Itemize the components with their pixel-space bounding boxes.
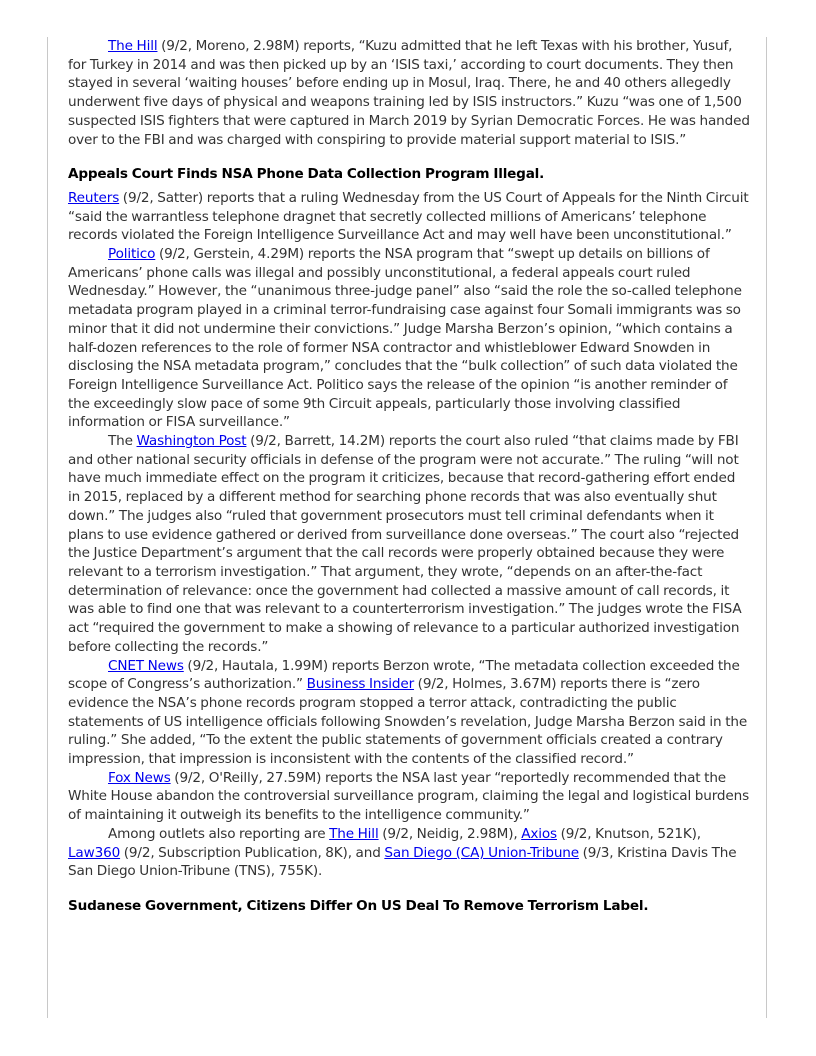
source-link-washington-post[interactable]: Washington Post xyxy=(136,433,247,450)
paragraph-the-hill-kuzu xyxy=(68,37,750,149)
paragraph-text: (9/2, Moreno, 2.98M) reports, “Kuzu admitted that he left Texas with his brother, Yusuf, for Turkey in 2014 and was then picked up by an ‘ISIS taxi,’ according to court documents. They then stayed in several ‘waiting houses’ before ending up in Mosul, Iraq. There, he and 40 others allegedly underwent five days of physical and weapons training led by ISIS instructors.” Kuzu “was one of 1,500 suspected ISIS fighters that were captured in March 2019 by Syrian Democratic Forces. He was handed over to the FBI and was charged with conspiring to provide material support material to ISIS.” xyxy=(68,38,750,148)
source-link-axios[interactable]: Axios xyxy=(521,825,557,842)
paragraph-other-outlets xyxy=(68,825,750,881)
paragraph-politico xyxy=(68,245,750,432)
paragraph-text: (9/2, Subscription Publication, 8K), and xyxy=(120,844,385,861)
paragraph-text: (9/2, Knutson, 521K), xyxy=(556,825,701,842)
document-page xyxy=(47,37,767,1018)
source-link-the-hill[interactable]: The Hill xyxy=(108,38,158,54)
paragraph-text: (9/2, Hautala, 1.99M) reports Berzon wrote, “The metadata collection exceeded the scope of Congress’s authorization.” xyxy=(68,657,740,693)
paragraph-text: (9/2, O'Reilly, 27.59M) reports the NSA last year “reportedly recommended that the White House abandon the controversial surveillance program, claiming the legal and logistical burdens of maintaining it outweigh its benefits to the intelligence community.” xyxy=(68,769,749,824)
paragraph-text: (9/2, Gerstein, 4.29M) reports the NSA program that “swept up details on billions of Americans’ phone calls was illegal and possibly unconstitutional, a federal appeals court ruled Wednesday.” However, the “unanimous three-judge panel” also “said the role the so-called telephone metadata program played in a criminal terror-fundraising case against four Somali immigrants was so minor that it did not undermine their convictions.” Judge Marsha Berzon’s opinion, “which contains a half-dozen references to the role of former NSA contractor and whistleblower Edward Snowden in disclosing the NSA metadata program,” concludes that the “bulk collection” of such data violated the Foreign Intelligence Surveillance Act. Politico says the release of the opinion “is another reminder of the exceedingly slow pace of some 9th Circuit appeals, particularly those involving classified information or FISA surveillance.” xyxy=(68,246,742,431)
headline-appeals-court: Appeals Court Finds NSA Phone Data Collection Program Illegal. xyxy=(68,166,545,183)
paragraph-text: The xyxy=(108,433,137,450)
source-link-san-diego-union-tribune[interactable]: San Diego (CA) Union-Tribune xyxy=(384,844,579,861)
source-link-politico[interactable]: Politico xyxy=(108,246,156,263)
paragraph-text: Among outlets also reporting are xyxy=(108,825,330,842)
paragraph-text: (9/2, Neidig, 2.98M), xyxy=(378,825,522,842)
document-content xyxy=(68,37,750,921)
source-link-reuters[interactable]: Reuters xyxy=(68,189,120,206)
paragraph-washington-post xyxy=(68,432,750,656)
paragraph-text: (9/2, Barrett, 14.2M) reports the court also ruled “that claims made by FBI and other national security officials in defense of the program were not accurate.” The ruling “will not have much immediate effect on the program it criticizes, because that record-gathering effort ended in 2015, replaced by a different method for searching phone records that was also eventually shut down.” The judges also “ruled that government prosecutors must tell criminal defendants when it plans to use evidence gathered or derived from surveillance done overseas.” The court also “rejected the Justice Department’s argument that the call records were properly obtained because they were relevant to a terrorism investigation.” That argument, they wrote, “depends on an after-the-fact determination of relevance: once the government had collected a massive amount of call records, it was able to find one that was relevant to a counterterrorism investigation.” The judges wrote the FISA act “required the government to make a showing of relevance to a particular authorized investigation before collecting the records.” xyxy=(68,433,742,655)
source-link-cnet-news[interactable]: CNET News xyxy=(108,657,184,674)
paragraph-fox-news xyxy=(68,769,750,825)
paragraph-cnet-business-insider xyxy=(68,657,750,769)
paragraph-text: (9/2, Holmes, 3.67M) reports there is “zero evidence the NSA’s phone records program stopped a terror attack, contradicting the public statements of US intelligence officials following Snowden’s revelation, Judge Marsha Berzon said in the ruling.” She added, “To the extent the public statements of government officials created a contrary impression, that impression is inconsistent with the contents of the classified record.” xyxy=(68,676,748,768)
source-link-the-hill-2[interactable]: The Hill xyxy=(329,825,379,842)
source-link-fox-news[interactable]: Fox News xyxy=(108,769,171,786)
paragraph-text: (9/3, Kristina Davis The San Diego Union-Tribune (TNS), 755K). xyxy=(68,844,737,880)
headline-sudanese-government: Sudanese Government, Citizens Differ On US Deal To Remove Terrorism Label. xyxy=(68,897,649,914)
paragraph-reuters xyxy=(68,189,750,245)
paragraph-text: (9/2, Satter) reports that a ruling Wednesday from the US Court of Appeals for the Ninth Circuit “said the warrantless telephone dragnet that secretly collected millions of Americans’ telephone records violated the Foreign Intelligence Surveillance Act and may well have been unconstitutional.” xyxy=(68,189,749,244)
source-link-business-insider[interactable]: Business Insider xyxy=(306,676,415,693)
source-link-law360[interactable]: Law360 xyxy=(68,844,121,861)
